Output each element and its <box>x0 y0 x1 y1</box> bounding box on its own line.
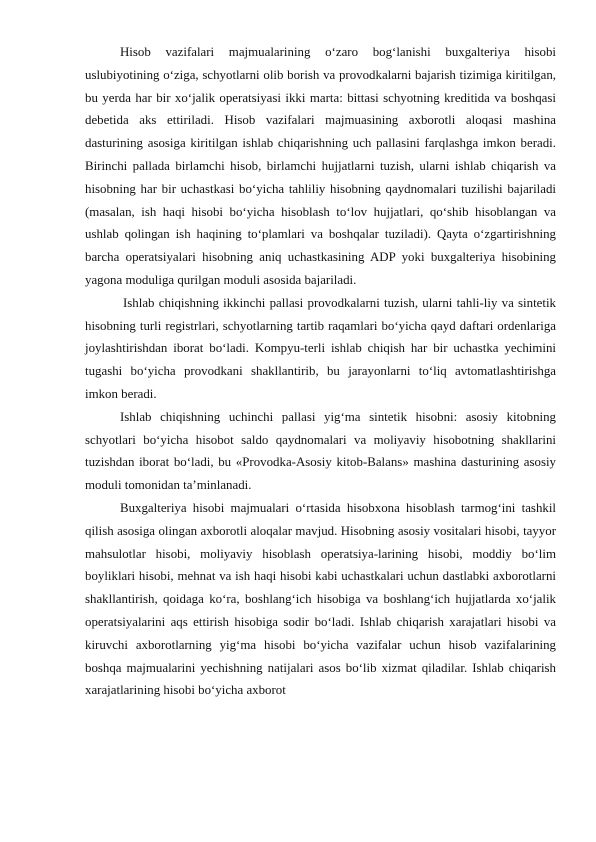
paragraph: Ishlab chiqishning uchinchi pallasi yig‘ma sintetik hisobni: asosiy kitobning schyotlari bo‘yicha hisobot saldo qaydnomalari va moliyaviy hisobotning shakllarini tuzishdan iborat bo‘ladi, bu «Provodka-Asosiy kitob-Balans» mashina dasturining asosiy moduli tomonidan ta’minlanadi. <box>85 409 556 493</box>
paragraph: Buxgalteriya hisobi majmualari o‘rtasida hisobxona hisoblash tarmog‘ini tashkil qilish asosiga olingan axborotli aloqalar mavjud. Hisobning asosiy vositalari hisobi, tayyor mahsulotlar hisobi, moliyaviy hisoblash operatsiya-larining hisobi, moddiy bo‘lim boyliklari hisobi, mehnat va ish haqi hisobi kabi uchastkalari uchun dastlabki axborotlarni shakllantirish, qoidaga ko‘ra, boshlang‘ich hisobiga va boshlang‘ich hujjatlarda xo‘jalik operatsiyalarini aqs ettirish hisobiga sodir bo‘ladi. Ishlab chiqarish xarajatlari hisobi va kiruvchi axborotlarning yig‘ma hisobi bo‘yicha vazifalar uchun hisob vazifalarining boshqa majmualarini yechishning natijalari asos bo‘lib xizmat qiladilar. Ishlab chiqarish xarajatlarining hisobi bo‘yicha axborot <box>85 500 556 698</box>
paragraph: Hisob vazifalari majmualarining o‘zaro bog‘lanishi buxgalteriya hisobi uslubiyotining o‘ziga, schyotlarni olib borish va provodkalarni bajarish tizimiga kiritilgan, bu yerda har bir xo‘jalik operatsiyasi ikki marta: bittasi schyotning kreditida va boshqasi debetida aks ettiriladi. Hisob vazifalari majmuasining axborotli aloqasi mashina dasturining asosiga kiritilgan ishlab chiqarishning uch pallasini farqlashga imkon beradi. Birinchi pallada birlamchi hisob, birlamchi hujjatlarni tuzish, ularni ishlab chiqarish va hisobning har bir uchastkasi bo‘yicha tahliliy hisobning qaydnomalari tuzilishi bajariladi (masalan, ish haqi hisobi bo‘yicha hisoblash to‘lov hujjatlari, qo‘shib hisoblangan va ushlab qolingan ish haqining to‘plamlari va boshqalar tuziladi). Qayta o‘zgartirishning barcha operatsiyalari hisobning aniq uchastkasining ADP yoki buxgalteriya hisobining yagona moduliga qurilgan moduli asosida bajariladi. <box>85 45 556 287</box>
document-page <box>85 41 556 702</box>
paragraph: Ishlab chiqishning ikkinchi pallasi provodkalarni tuzish, ularni tahli-liy va sintetik hisobning turli registrlari, schyotlarning tartib raqamlari bo‘yicha qayd daftari ordenlariga joylashtirishdan iborat bo‘ladi. Kompyu-terli ishlab chiqish har bir uchastka yechimini tugashi bo‘yicha provodkani shakllantirib, bu jarayonlarni to‘liq avtomatlashtirishga imkon beradi. <box>85 295 556 401</box>
